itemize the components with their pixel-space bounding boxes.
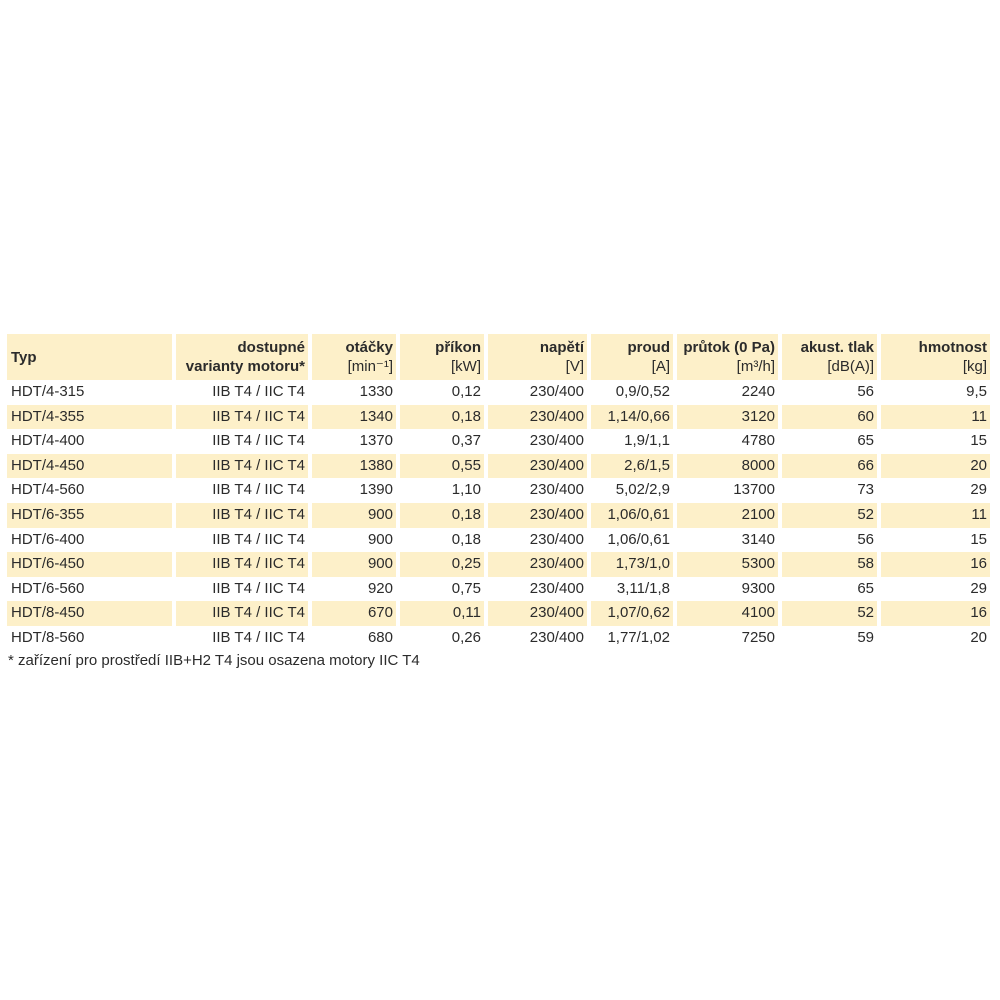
footnote: * zařízení pro prostředí IIB+H2 T4 jsou osazena motory IIC T4: [8, 652, 420, 669]
cell-current: 1,73/1,0: [591, 552, 673, 577]
table-row: [7, 503, 990, 528]
cell-weight: 16: [881, 552, 990, 577]
header-sound-pressure: [782, 334, 877, 380]
cell-type: HDT/8-450: [7, 601, 172, 626]
table-row: [7, 601, 990, 626]
cell-power: 0,18: [451, 530, 481, 548]
header-power-title: příkon: [435, 339, 481, 356]
cell-motor-variants: IIB T4 / IIC T4: [212, 628, 305, 646]
header-rpm: [312, 334, 396, 380]
cell-motor-variants: IIB T4 / IIC T4: [176, 405, 308, 430]
cell-power: 0,37: [451, 432, 481, 450]
cell-airflow: 2240: [741, 383, 775, 400]
header-airflow: [677, 334, 778, 380]
cell-airflow: 4780: [741, 432, 775, 450]
cell-type: HDT/4-560: [11, 481, 85, 499]
cell-type: HDT/6-560: [11, 579, 85, 597]
cell-airflow: 3140: [741, 530, 775, 548]
cell-airflow: 9300: [741, 579, 775, 597]
cell-airflow: 5300: [677, 552, 778, 577]
cell-sound-pressure: 59: [857, 628, 874, 646]
table-row: [7, 405, 990, 430]
cell-airflow: 7250: [741, 628, 775, 646]
cell-sound-pressure: 52: [782, 601, 877, 626]
table-row: [7, 429, 990, 454]
cell-airflow: 8000: [677, 454, 778, 479]
header-rpm-unit: [min⁻¹]: [347, 358, 393, 375]
header-airflow-title: průtok (0 Pa): [683, 339, 775, 356]
cell-rpm: 1370: [359, 432, 393, 450]
cell-rpm: 680: [367, 628, 393, 646]
cell-rpm: 900: [367, 530, 393, 548]
cell-current: 1,14/0,66: [591, 405, 673, 430]
cell-weight: 29: [970, 481, 987, 499]
cell-airflow: 3120: [677, 405, 778, 430]
header-voltage-unit: [V]: [565, 358, 584, 375]
cell-sound-pressure: 66: [782, 454, 877, 479]
header-rpm-title: otáčky: [345, 339, 393, 356]
cell-current: 2,6/1,5: [591, 454, 673, 479]
cell-motor-variants: IIB T4 / IIC T4: [212, 579, 305, 597]
cell-power: 1,10: [451, 481, 481, 499]
cell-airflow: 2100: [677, 503, 778, 528]
cell-weight: 20: [881, 454, 990, 479]
cell-weight: 15: [970, 530, 987, 548]
cell-power: 0,11: [400, 601, 484, 626]
cell-type: HDT/6-355: [7, 503, 172, 528]
cell-weight: 11: [881, 405, 990, 430]
header-sound-pressure-unit: [dB(A)]: [827, 358, 874, 375]
cell-power: 0,18: [400, 405, 484, 430]
cell-rpm: 900: [312, 503, 396, 528]
header-motor-variants-title: dostupné: [237, 339, 305, 356]
cell-power: 0,55: [400, 454, 484, 479]
spec-table: [7, 334, 990, 651]
header-weight-unit: [kg]: [962, 358, 987, 375]
cell-motor-variants: IIB T4 / IIC T4: [212, 481, 305, 499]
table-row: [7, 552, 990, 577]
table-row: [7, 454, 990, 479]
cell-sound-pressure: 65: [857, 579, 874, 597]
header-row: [7, 334, 990, 380]
cell-voltage: 230/400: [488, 552, 587, 577]
cell-current: 5,02/2,9: [615, 481, 670, 499]
cell-motor-variants: IIB T4 / IIC T4: [212, 383, 305, 400]
cell-voltage: 230/400: [529, 481, 584, 499]
cell-voltage: 230/400: [529, 628, 584, 646]
header-voltage: [488, 334, 587, 380]
cell-weight: 11: [881, 503, 990, 528]
cell-type: HDT/4-315: [11, 383, 85, 400]
cell-rpm: 920: [367, 579, 393, 597]
cell-power: 0,25: [400, 552, 484, 577]
header-current-title: proud: [627, 339, 670, 356]
header-sound-pressure-title: akust. tlak: [800, 339, 874, 356]
table-row: [7, 478, 990, 503]
cell-motor-variants: IIB T4 / IIC T4: [176, 601, 308, 626]
header-type: [7, 334, 172, 380]
cell-sound-pressure: 52: [782, 503, 877, 528]
cell-power: 0,12: [451, 383, 481, 400]
cell-weight: 20: [970, 628, 987, 646]
cell-type: HDT/4-400: [11, 432, 85, 450]
cell-voltage: 230/400: [529, 530, 584, 548]
cell-sound-pressure: 60: [782, 405, 877, 430]
cell-motor-variants: IIB T4 / IIC T4: [176, 503, 308, 528]
cell-sound-pressure: 56: [857, 530, 874, 548]
cell-sound-pressure: 56: [857, 383, 874, 400]
cell-rpm: 900: [312, 552, 396, 577]
cell-current: 0,9/0,52: [615, 383, 670, 400]
header-type-title: Typ: [11, 348, 37, 366]
cell-sound-pressure: 58: [782, 552, 877, 577]
cell-type: HDT/4-450: [7, 454, 172, 479]
header-weight: [881, 334, 990, 380]
cell-voltage: 230/400: [488, 601, 587, 626]
cell-type: HDT/6-400: [11, 530, 85, 548]
header-airflow-unit: [m³/h]: [736, 358, 775, 375]
cell-current: 1,07/0,62: [591, 601, 673, 626]
cell-rpm: 1340: [312, 405, 396, 430]
table-header: [7, 334, 990, 380]
cell-airflow: 13700: [733, 481, 775, 499]
cell-motor-variants: IIB T4 / IIC T4: [212, 432, 305, 450]
header-power-unit: [kW]: [451, 358, 481, 375]
cell-type: HDT/8-560: [11, 628, 85, 646]
cell-sound-pressure: 65: [857, 432, 874, 450]
header-power: [400, 334, 484, 380]
cell-voltage: 230/400: [529, 579, 584, 597]
table-row: [7, 380, 990, 405]
table-row: [7, 528, 990, 553]
cell-current: 1,06/0,61: [607, 530, 670, 548]
table-row: [7, 626, 990, 651]
cell-voltage: 230/400: [488, 503, 587, 528]
cell-motor-variants: IIB T4 / IIC T4: [176, 552, 308, 577]
cell-airflow: 4100: [677, 601, 778, 626]
cell-current: 1,9/1,1: [624, 432, 670, 450]
cell-motor-variants: IIB T4 / IIC T4: [176, 454, 308, 479]
cell-rpm: 670: [312, 601, 396, 626]
cell-motor-variants: IIB T4 / IIC T4: [212, 530, 305, 548]
cell-weight: 29: [970, 579, 987, 597]
cell-voltage: 230/400: [488, 454, 587, 479]
cell-rpm: 1330: [359, 383, 393, 400]
header-current: [591, 334, 673, 380]
header-motor-variants-title: varianty motoru*: [185, 358, 305, 375]
cell-weight: 15: [970, 432, 987, 450]
header-weight-title: hmotnost: [918, 339, 987, 356]
cell-voltage: 230/400: [529, 432, 584, 450]
cell-rpm: 1380: [312, 454, 396, 479]
cell-type: HDT/4-355: [7, 405, 172, 430]
cell-weight: 16: [881, 601, 990, 626]
cell-sound-pressure: 73: [857, 481, 874, 499]
header-motor-variants: [176, 334, 308, 380]
table-row: [7, 577, 990, 602]
header-current-unit: [A]: [651, 358, 670, 375]
cell-voltage: 230/400: [488, 405, 587, 430]
cell-current: 1,06/0,61: [591, 503, 673, 528]
cell-current: 3,11/1,8: [616, 579, 670, 597]
cell-power: 0,75: [451, 579, 481, 597]
cell-power: 0,18: [400, 503, 484, 528]
cell-current: 1,77/1,02: [607, 628, 670, 646]
cell-voltage: 230/400: [529, 383, 584, 400]
cell-power: 0,26: [451, 628, 481, 646]
cell-rpm: 1390: [359, 481, 393, 499]
cell-type: HDT/6-450: [7, 552, 172, 577]
cell-weight: 9,5: [966, 383, 987, 400]
table-body: [7, 380, 990, 651]
header-voltage-title: napětí: [539, 339, 584, 356]
